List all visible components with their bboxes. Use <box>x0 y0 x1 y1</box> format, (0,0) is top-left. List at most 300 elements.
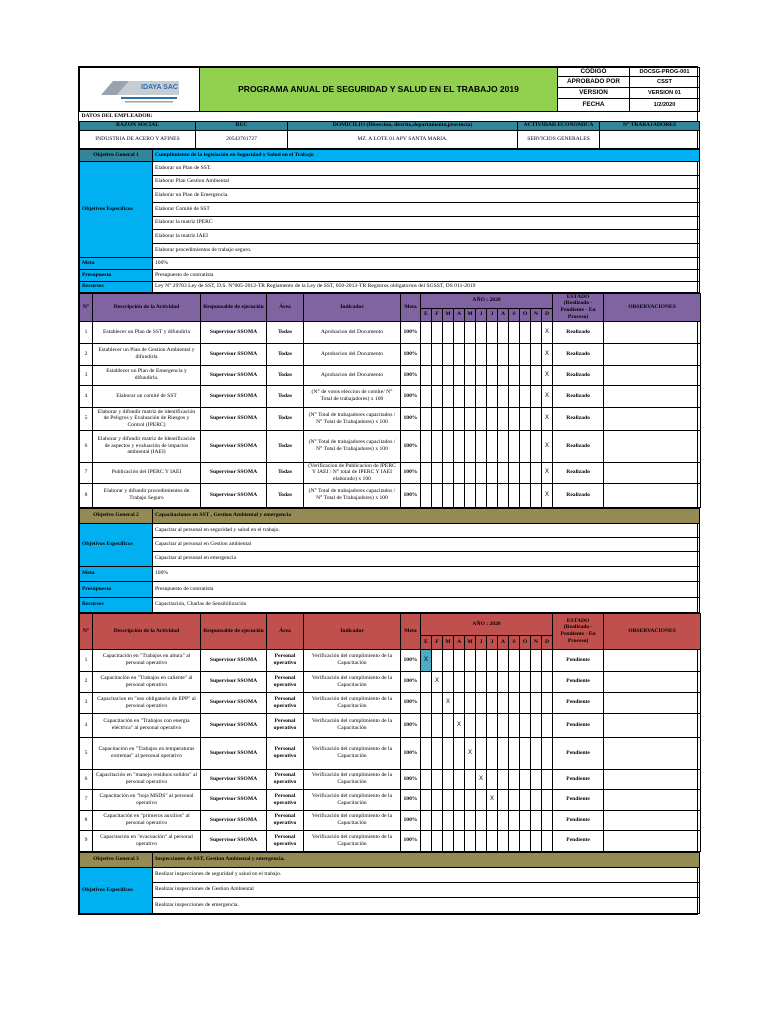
objective-1-recursos-label: Recursos <box>80 281 153 292</box>
activity-meta: 100% <box>401 343 421 365</box>
activity-description: Elaborar un comité de SST <box>93 385 201 407</box>
activity-status: Realizado <box>553 321 604 343</box>
month-cell <box>465 830 476 851</box>
objective-1-specific: Elaborar la matriz IPERC <box>153 216 700 229</box>
month-cell <box>509 671 520 692</box>
month-cell <box>487 830 498 851</box>
objective-1-label: Objetivo General 1 <box>80 149 153 161</box>
objective-1-title: Cumplimiento de la legislación en Seguridad y Salud en el Trabajo <box>153 149 700 161</box>
fecha-value: 1/2/2020 <box>630 99 700 112</box>
activity-description: Capacitación en "manejo residuos solidos" al personal operativo <box>93 769 201 789</box>
activity-observations <box>604 769 701 789</box>
month-cell <box>542 830 553 851</box>
month-cell <box>487 343 498 365</box>
employer-table <box>79 112 700 149</box>
month-cell <box>454 737 465 769</box>
activity-description: Capacitación en "primeros auxilios" al personal operativo <box>93 810 201 830</box>
month-header: O <box>520 308 531 321</box>
version-value: VERSION 01 <box>630 88 700 99</box>
month-cell <box>531 462 542 483</box>
month-cell <box>421 671 432 692</box>
month-cell <box>509 830 520 851</box>
month-cell <box>542 649 553 671</box>
month-cell <box>520 430 531 462</box>
activity-number: 3 <box>80 692 93 713</box>
month-cell <box>454 692 465 713</box>
month-header: E <box>421 308 432 321</box>
month-cell <box>531 407 542 430</box>
month-cell <box>509 737 520 769</box>
activity-status: Pendiente <box>553 671 604 692</box>
activity-meta: 100% <box>401 769 421 789</box>
month-cell: X <box>421 649 432 671</box>
month-cell <box>443 321 454 343</box>
month-cell <box>487 692 498 713</box>
month-cell <box>520 810 531 830</box>
month-cell <box>487 671 498 692</box>
activity-description: Elaborar y difundir matriz de identificación de Peligros y Evaluación de Riesgos y Control (IPERC) <box>93 407 201 430</box>
activity-status: Realizado <box>553 343 604 365</box>
month-cell <box>454 789 465 810</box>
activity-indicator: Verificación del cumplimiento de la Capacitación <box>304 810 401 830</box>
month-cell <box>454 830 465 851</box>
activity-row <box>80 810 701 830</box>
activity-responsible: Supervisor SSOMA <box>201 830 267 851</box>
month-cell: X <box>542 407 553 430</box>
month-cell <box>531 483 542 507</box>
activity-indicator: Verificación del cumplimiento de la Capacitación <box>304 737 401 769</box>
ruc-value: 20543701727 <box>196 130 288 148</box>
month-cell <box>476 713 487 737</box>
month-cell <box>476 830 487 851</box>
month-cell <box>454 462 465 483</box>
month-header: J <box>487 635 498 649</box>
objective-2-recursos-label: Recursos <box>80 597 153 612</box>
activity-responsible: Supervisor SSOMA <box>201 462 267 483</box>
month-cell <box>454 769 465 789</box>
activity-status: Realizado <box>553 365 604 385</box>
activity-row <box>80 385 701 407</box>
month-cell <box>476 430 487 462</box>
activity-number: 3 <box>80 365 93 385</box>
month-cell <box>476 810 487 830</box>
activity-observations <box>604 737 701 769</box>
month-cell <box>454 649 465 671</box>
activity-status: Realizado <box>553 385 604 407</box>
program-sheet <box>78 66 698 915</box>
month-cell <box>487 365 498 385</box>
col-observaciones: OBSERVACIONES <box>604 293 701 321</box>
objective-3-specific: Realizar inspecciones de emergencia. <box>153 897 700 913</box>
month-cell <box>432 692 443 713</box>
month-cell <box>454 365 465 385</box>
month-cell <box>520 737 531 769</box>
trabajadores-value <box>600 130 700 148</box>
activity-number: 4 <box>80 385 93 407</box>
activity-description: Establecer un Plan de Gestion Ambiental y difundirla <box>93 343 201 365</box>
activity-meta: 100% <box>401 830 421 851</box>
activity-indicator: (N° de votos eleccion de comite/ N° Total de trabajadores) x 100 <box>304 385 401 407</box>
activity-responsible: Supervisor SSOMA <box>201 713 267 737</box>
activity-description: Establecer un Plan de SST y difundirla <box>93 321 201 343</box>
aprobado-value: CSST <box>630 77 700 88</box>
col-area: Área <box>267 293 304 321</box>
activity-number: 1 <box>80 649 93 671</box>
activity-row <box>80 692 701 713</box>
month-header: N <box>531 308 542 321</box>
month-cell <box>454 810 465 830</box>
month-header: S <box>509 308 520 321</box>
month-cell <box>465 810 476 830</box>
objective-1-specific: Elaborar la matriz IAEI <box>153 229 700 243</box>
activity-number: 8 <box>80 810 93 830</box>
activity-meta: 100% <box>401 462 421 483</box>
month-cell <box>487 430 498 462</box>
month-cell <box>432 830 443 851</box>
month-header: J <box>476 635 487 649</box>
activity-observations <box>604 343 701 365</box>
objective-1-specific: Elaborar Comité de SST <box>153 202 700 216</box>
activity-area: Personal operativo <box>267 671 304 692</box>
col-meta: Meta <box>401 293 421 321</box>
month-cell <box>498 365 509 385</box>
month-cell <box>509 483 520 507</box>
activity-area: Todas <box>267 462 304 483</box>
month-cell <box>454 321 465 343</box>
month-cell <box>487 713 498 737</box>
month-cell <box>487 810 498 830</box>
activity-status: Realizado <box>553 483 604 507</box>
col-anio: AÑO : 2020 <box>421 613 553 635</box>
activity-meta: 100% <box>401 810 421 830</box>
col-responsable: Responsable de ejecución <box>201 613 267 649</box>
month-cell <box>465 671 476 692</box>
objective-1-block <box>79 149 700 293</box>
month-cell <box>443 385 454 407</box>
month-cell <box>421 343 432 365</box>
document-title: PROGRAMA ANUAL DE SEGURIDAD Y SALUD EN EL TRABAJO 2019 <box>200 68 558 112</box>
month-cell <box>531 321 542 343</box>
month-header: A <box>498 308 509 321</box>
activity-area: Todas <box>267 385 304 407</box>
month-cell <box>421 385 432 407</box>
activity-indicator: (Verificacion de Publicacion de IPERC Y IAEI / N° total de IPERC Y IAEI elaborado) x 100 <box>304 462 401 483</box>
month-cell <box>531 737 542 769</box>
col-observaciones: OBSERVACIONES <box>604 613 701 649</box>
month-header: D <box>542 635 553 649</box>
month-cell <box>531 789 542 810</box>
month-cell <box>520 830 531 851</box>
month-cell: X <box>542 462 553 483</box>
month-cell <box>432 737 443 769</box>
month-cell <box>432 462 443 483</box>
objective-2-label: Objetivo General 2 <box>80 508 153 523</box>
activity-number: 8 <box>80 483 93 507</box>
month-cell <box>542 713 553 737</box>
col-area: Área <box>267 613 304 649</box>
month-header: A <box>454 308 465 321</box>
objective-3-specific: Realizar inspecciones de seguridad y salud en el trabajo. <box>153 867 700 882</box>
month-cell <box>498 321 509 343</box>
month-header: J <box>476 308 487 321</box>
activity-number: 2 <box>80 671 93 692</box>
activity-observations <box>604 483 701 507</box>
document-header <box>79 67 700 112</box>
razon-social-value: INDUSTRIA DE ACERO Y AFINES <box>80 130 196 148</box>
activity-number: 5 <box>80 737 93 769</box>
activity-observations <box>604 321 701 343</box>
activity-description: Capacitación en "Trabajos en altura" al personal operativo <box>93 649 201 671</box>
activity-row <box>80 365 701 385</box>
month-cell <box>520 649 531 671</box>
col-anio: AÑO : 2020 <box>421 293 553 308</box>
month-cell <box>498 737 509 769</box>
month-cell <box>509 769 520 789</box>
aprobado-label: APROBADO POR <box>558 77 630 88</box>
month-cell <box>454 430 465 462</box>
activity-responsible: Supervisor SSOMA <box>201 385 267 407</box>
month-cell <box>531 769 542 789</box>
activity-responsible: Supervisor SSOMA <box>201 649 267 671</box>
month-cell <box>443 649 454 671</box>
month-cell <box>498 769 509 789</box>
month-cell <box>520 462 531 483</box>
month-cell <box>509 692 520 713</box>
month-cell: X <box>542 385 553 407</box>
month-cell <box>498 671 509 692</box>
objective-1-presupuesto-label: Presupuesto <box>80 269 153 281</box>
objective-2-meta: 100% <box>153 566 700 581</box>
activity-area: Personal operativo <box>267 830 304 851</box>
activity-row <box>80 649 701 671</box>
activity-description: Establecer un Plan de Emergencia y difundirla. <box>93 365 201 385</box>
company-logo <box>80 68 200 112</box>
activity-area: Personal operativo <box>267 713 304 737</box>
month-cell <box>509 385 520 407</box>
activity-indicator: (N° Total de trabajadores capacitados / N° Total de Trabajadores) x 100 <box>304 407 401 430</box>
activity-status: Pendiente <box>553 769 604 789</box>
month-cell <box>465 321 476 343</box>
month-cell <box>443 407 454 430</box>
month-cell <box>498 789 509 810</box>
month-cell <box>476 671 487 692</box>
month-cell <box>465 430 476 462</box>
activity-meta: 100% <box>401 737 421 769</box>
activity-meta: 100% <box>401 649 421 671</box>
month-header: M <box>443 635 454 649</box>
month-header: M <box>443 308 454 321</box>
month-header: J <box>487 308 498 321</box>
month-cell: X <box>476 769 487 789</box>
month-cell <box>432 789 443 810</box>
month-cell <box>498 343 509 365</box>
activity-description: Capacitación en "Trabajos con energía eléctrica" al personal operativo <box>93 713 201 737</box>
month-cell <box>487 462 498 483</box>
month-cell <box>443 365 454 385</box>
month-cell <box>531 671 542 692</box>
col-domicilio: DOMICILIO (Dirección, distrito,departamento,provincia) <box>288 121 518 130</box>
month-cell <box>509 713 520 737</box>
activity-indicator: Verificación del cumplimiento de la Capacitación <box>304 692 401 713</box>
activity-responsible: Supervisor SSOMA <box>201 810 267 830</box>
activity-area: Personal operativo <box>267 649 304 671</box>
month-cell <box>454 407 465 430</box>
activity-observations <box>604 430 701 462</box>
month-header: O <box>520 635 531 649</box>
activity-responsible: Supervisor SSOMA <box>201 789 267 810</box>
month-cell <box>465 769 476 789</box>
month-cell <box>487 483 498 507</box>
month-cell <box>520 385 531 407</box>
month-cell <box>531 365 542 385</box>
month-header: F <box>432 308 443 321</box>
month-cell <box>498 407 509 430</box>
activity-meta: 100% <box>401 407 421 430</box>
month-cell <box>421 483 432 507</box>
activity-observations <box>604 830 701 851</box>
month-cell <box>476 789 487 810</box>
activity-responsible: Supervisor SSOMA <box>201 671 267 692</box>
version-label: VERSION <box>558 88 630 99</box>
domicilio-value: MZ. A LOTE 01 APV SANTA MARIA. <box>288 130 518 148</box>
activity-meta: 100% <box>401 385 421 407</box>
activity-status: Pendiente <box>553 713 604 737</box>
month-cell <box>509 365 520 385</box>
month-cell <box>421 769 432 789</box>
month-cell <box>476 385 487 407</box>
col-estado: ESTADO (Realizado - Pendiente - En Proceso) <box>553 293 604 321</box>
objective-2-meta-label: Meta <box>80 566 153 581</box>
month-header: E <box>421 635 432 649</box>
month-cell <box>465 343 476 365</box>
activity-observations <box>604 810 701 830</box>
month-cell <box>443 789 454 810</box>
month-cell <box>421 407 432 430</box>
month-cell <box>465 407 476 430</box>
objective-1-specific: Elaborar Plan Gestion Ambiental <box>153 175 700 188</box>
month-cell <box>432 321 443 343</box>
col-responsable: Responsable de ejecución <box>201 293 267 321</box>
month-cell <box>465 649 476 671</box>
month-cell <box>542 737 553 769</box>
month-cell <box>498 462 509 483</box>
month-header: D <box>542 308 553 321</box>
month-cell <box>509 407 520 430</box>
month-cell <box>498 483 509 507</box>
month-cell <box>476 321 487 343</box>
month-cell <box>421 830 432 851</box>
objective-2-block <box>79 508 700 613</box>
month-cell <box>421 430 432 462</box>
objective-1-specific: Elaborar procedimientos de trabajo seguro. <box>153 243 700 257</box>
activity-responsible: Supervisor SSOMA <box>201 321 267 343</box>
month-cell <box>443 830 454 851</box>
activity-row <box>80 830 701 851</box>
col-meta: Meta <box>401 613 421 649</box>
objective-1-specifics-label: Objetivos Específicos <box>80 161 153 257</box>
month-cell <box>432 769 443 789</box>
month-cell <box>542 810 553 830</box>
objective-2-recursos: Capacitación, Charlas de Sensibilización <box>153 597 700 612</box>
month-cell <box>542 769 553 789</box>
month-cell <box>465 483 476 507</box>
month-cell <box>476 407 487 430</box>
company-logo-icon <box>99 75 181 105</box>
fecha-label: FECHA <box>558 99 630 112</box>
month-cell <box>487 321 498 343</box>
month-cell <box>498 830 509 851</box>
month-cell <box>520 789 531 810</box>
objective-2-activities-table <box>79 613 701 852</box>
month-cell <box>498 649 509 671</box>
activity-area: Personal operativo <box>267 692 304 713</box>
month-cell <box>542 692 553 713</box>
activity-description: Capacitación en "evacuación" al personal operativo <box>93 830 201 851</box>
col-descripcion: Descripción de la Actividad <box>93 613 201 649</box>
activity-indicator: Verificación del cumplimiento de la Capacitación <box>304 830 401 851</box>
activity-indicator: (N° Total de trabajadores capacitados / N° Total de Trabajadores) x 100 <box>304 483 401 507</box>
col-trabajadores: N° TRABAJADORES <box>600 121 700 130</box>
activity-number: 9 <box>80 830 93 851</box>
activity-description: Elaborar y difundir matriz de Identificación de aspectos y evaluación de impactos ambiental (IAEI) <box>93 430 201 462</box>
objective-1-activities-table <box>79 293 701 508</box>
month-cell <box>443 737 454 769</box>
objective-3-block <box>79 852 700 914</box>
month-cell <box>432 713 443 737</box>
activity-row <box>80 789 701 810</box>
activity-meta: 100% <box>401 321 421 343</box>
objective-1-specific: Elaborar un Plan de Emergencia. <box>153 188 700 202</box>
month-cell <box>443 343 454 365</box>
objective-3-label: Objetivo General 3 <box>80 852 153 867</box>
activity-status: Realizado <box>553 462 604 483</box>
month-cell <box>432 810 443 830</box>
month-cell <box>520 343 531 365</box>
activity-number: 6 <box>80 430 93 462</box>
month-header: A <box>498 635 509 649</box>
month-cell <box>443 462 454 483</box>
month-cell <box>432 385 443 407</box>
month-cell <box>509 649 520 671</box>
activity-number: 6 <box>80 769 93 789</box>
month-cell <box>520 692 531 713</box>
month-header: M <box>465 635 476 649</box>
month-cell <box>531 343 542 365</box>
month-cell <box>421 810 432 830</box>
month-cell: X <box>432 671 443 692</box>
col-ruc: RUC <box>196 121 288 130</box>
activity-number: 5 <box>80 407 93 430</box>
month-cell: X <box>542 483 553 507</box>
month-cell <box>542 789 553 810</box>
objective-3-specific: Realizar inspecciones de Gestion Ambiental <box>153 882 700 897</box>
month-cell <box>509 462 520 483</box>
objective-2-specific: Capacitar al personal en emergencia <box>153 551 700 566</box>
activity-status: Realizado <box>553 430 604 462</box>
month-cell <box>443 810 454 830</box>
activity-indicator: Aprobacion del Documento <box>304 343 401 365</box>
activity-number: 7 <box>80 462 93 483</box>
activity-status: Pendiente <box>553 789 604 810</box>
activity-status: Pendiente <box>553 737 604 769</box>
objective-2-title: Capacitaciones en SST , Gestion Ambiental y emergencia <box>153 508 700 523</box>
month-cell: X <box>542 430 553 462</box>
month-cell <box>432 430 443 462</box>
month-cell <box>432 343 443 365</box>
month-cell <box>520 483 531 507</box>
activity-description: Publicación del IPERC Y IAEI <box>93 462 201 483</box>
activity-description: Capacitación en "hoja MSDS" al personal operativo <box>93 789 201 810</box>
